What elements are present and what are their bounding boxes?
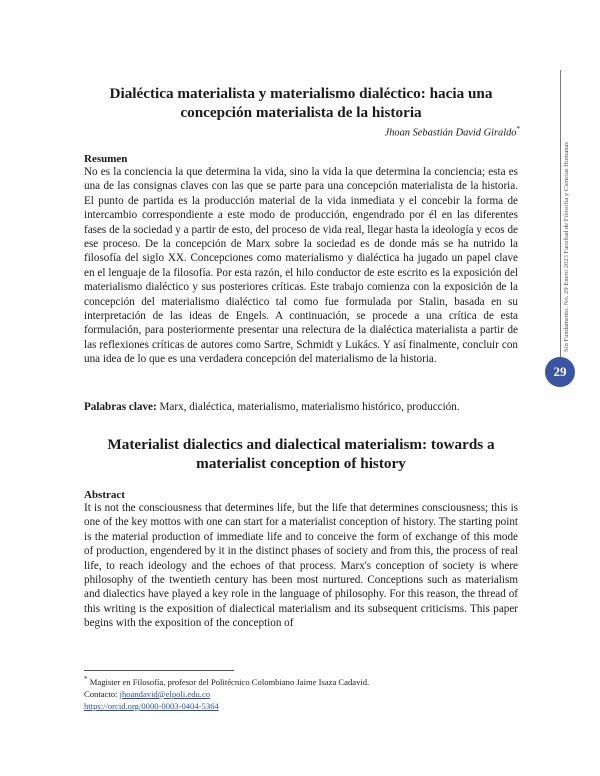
footnote-orcid-line <box>84 700 524 712</box>
footnote-affiliation-line <box>84 673 524 688</box>
running-header-vertical: Sin Fundamento. No. 29 Enero 2023 Facultad de Filosofía y Ciencias Humanas <box>563 141 570 352</box>
footnote <box>84 673 524 712</box>
sidebar-rule <box>560 70 561 370</box>
keywords-line <box>84 400 524 414</box>
keywords-list: Marx, dialéctica, materialismo, materialismo histórico, producción. <box>159 401 460 413</box>
contact-email-link[interactable]: jhoandavid@elpoli.edu.co <box>119 688 211 699</box>
contact-label: Contacto: <box>84 688 118 699</box>
keywords-label: Palabras clave: <box>84 401 157 413</box>
author-footnote-marker[interactable]: * <box>516 125 520 133</box>
abstract-body: It is not the consciousness that determines life, but the life that determines consciousness; this is one of the key mottos with one can start for a materialist conception of history. The starting point is the material production of immediate life and to conceive the form of exchange of this mode of production, engendered by it in the distinct phases of society and from this, the process of real life, to reach ideology and the echoes of that process. Marx's conception of society is where philosophy of the twentieth century has been most nurtured. Conceptions such as materialism and dialectics have played a key role in the language of philosophy. For this reason, the thread of this writing is the exposition of dialectical materialism and its subsequent criticisms. This paper begins with the exposition of the conception of <box>84 502 518 630</box>
page-number-badge: 29 <box>545 357 575 387</box>
spanish-title: Dialéctica materialista y materialismo dialéctico: hacia una concepción materialista de la historia <box>109 85 493 121</box>
author-line <box>385 123 520 139</box>
orcid-link[interactable]: https://orcid.org/0000-0003-0404-5364 <box>84 700 219 711</box>
resumen-heading: Resumen <box>84 153 128 165</box>
footnote-contact-line <box>84 688 524 700</box>
footnote-divider <box>84 670 234 671</box>
resumen-body: No es la conciencia la que determina la vida, sino la vida la que determina la conciencia; esta es una de las consignas claves con las que se parte para una concepción materialista de la historia. El punto de partida es la producción material de la vida inmediata y el concebir la forma de intercambio correspondiente a este modo de producción, engendrado por él en las diferentes fases de la sociedad y a partir de esto, del proceso de vida real, llegar hasta la ideología y ecos de ese proceso. De la concepción de Marx sobre la sociedad es de donde más se ha nutrido la filosofía del siglo XX. Concepciones como materialismo y dialéctica ha jugado un papel clave en el lenguaje de la filosofía. Por esta razón, el hilo conductor de este escrito es la exposición del materialismo dialéctico y sus posteriores críticas. Este trabajo comienza con la exposición de la concepción del materialismo dialéctico tal como fue formulada por Stalin, basada en su interpretación de las ideas de Engels. A continuación, se procede a una crítica de esta formulación, para posteriormente presentar una relectura de la dialéctica materialista a partir de las reflexiones críticas de autores como Sartre, Schmidt y Lukács. Y así finalmente, concluir con una idea de lo que es una verdadera concepción del materialismo de la historia. <box>84 166 518 366</box>
author-name: Jhoan Sebastián David Giraldo <box>384 127 517 139</box>
abstract-heading: Abstract <box>84 489 125 501</box>
footnote-affiliation: Magister en Filosofía, profesor del Politécnico Colombiano Jaime Isaza Cadavid. <box>89 676 370 687</box>
english-title: Materialist dialectics and dialectical materialism: towards a materialist conception of history <box>107 436 495 472</box>
footnote-marker: * <box>84 675 88 683</box>
